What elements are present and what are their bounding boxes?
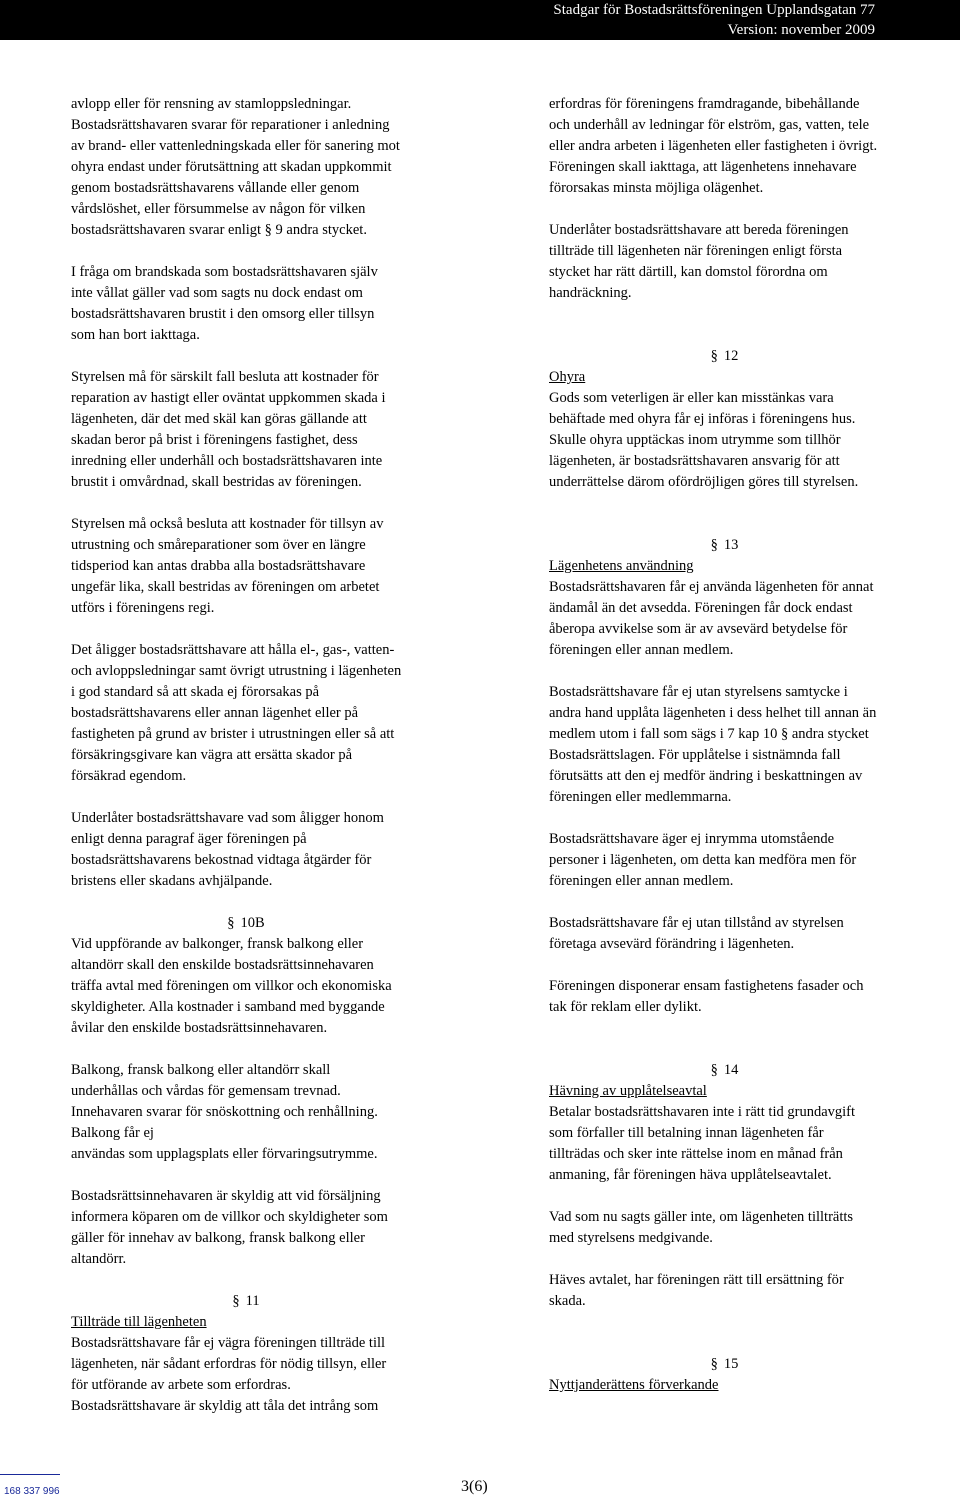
section-mark: § bbox=[227, 915, 235, 931]
paragraph: Underlåter bostadsrättshavare att bereda föreningen tillträde till lägenheten när föreningen enligt första stycket har rätt därtill, kan domstol förordna om handräckning. bbox=[549, 222, 849, 301]
paragraph: I fråga om brandskada som bostadsrättshavaren själv inte vållat gäller vad som sagts nu dock endast om bostadsrättshavaren brustit i den omsorg eller tillsyn som han bort iakttaga. bbox=[71, 264, 378, 343]
header-version: Version: november 2009 bbox=[727, 22, 875, 38]
page-number: 3(6) bbox=[461, 1478, 488, 1495]
paragraph: Bostadsrättshavare får ej utan styrelsens samtycke i andra hand upplåta lägenheten i dess helhet till annan än medlem utom i fall som sägs i 7 kap 10 § andra stycket Bostadsrättslagen. För upplåtelse i sistnämnda fall förutsätts att den ej medför ändring i beskattningen av föreningen eller medlemmarna. bbox=[549, 684, 877, 805]
paragraph: Bostadsrättshavare får ej utan tillstånd av styrelsen företaga avsevärd förändring i lägenheten. bbox=[549, 915, 844, 952]
paragraph: Bostadsrättshavare får ej vägra föreningen tillträde till lägenheten, när sådant erfordras för nödig tillsyn, eller för utförande av arbete som erfordras. Bostadsrättshavare är skyldig att tåla det intrång som bbox=[71, 1335, 387, 1414]
paragraph: Gods som veterligen är eller kan misstänkas vara behäftade med ohyra får ej införas i föreningens hus. Skulle ohyra upptäckas inom utrymme som tillhör lägenheten, är bostadsrättshavaren ansvarig för att underrättelse därom ofördröjligen göres till styrelsen. bbox=[549, 390, 859, 490]
section-title: Tillträde till lägenheten bbox=[71, 1314, 207, 1330]
right-column bbox=[549, 94, 960, 1396]
paragraph: Styrelsen må också besluta att kostnader för tillsyn av utrustning och småreparationer som över en längre tidsperiod kan antas drabba alla bostadsrättshavare ungefär lika, skall bestridas av föreningen om arbetet utförs i föreningens regi. bbox=[71, 516, 384, 616]
paragraph: erfordras för föreningens framdragande, bibehållande och underhåll av ledningar för elström, gas, vatten, tele eller andra arbeten i lägenheten eller fastigheten i övrigt. Föreningen skall iakttaga, att lägenhetens innehavare förorsakas minsta möjliga olägenhet. bbox=[549, 96, 878, 196]
section-number: 11 bbox=[245, 1293, 260, 1309]
section-mark: § bbox=[710, 537, 718, 553]
paragraph: Det åligger bostadsrättshavare att hålla el-, gas-, vatten- och avloppsledningar samt övrigt utrustning i lägenheten i god standard så att skada ej förorsakas på bostadsrättshavarens eller annan lägenhet eller på fastigheten på grund av brister i utrustningen eller så att försäkringsgivare kan vägra att ersätta skador på försäkrad egendom. bbox=[71, 642, 402, 784]
section-title: Hävning av upplåtelseavtal bbox=[549, 1083, 707, 1099]
section-title: Ohyra bbox=[549, 369, 586, 385]
paragraph: Bostadsrättshavaren får ej använda lägenheten för annat ändamål än det avsedda. Föreningen får dock endast åberopa avvikelse som är av avsevärd betydelse för föreningen eller annan medlem. bbox=[549, 579, 874, 658]
section-heading-14 bbox=[549, 1060, 960, 1081]
section-mark: § bbox=[232, 1293, 240, 1309]
paragraph: Bostadsrättshavare äger ej inrymma utomstående personer i lägenheten, om detta kan medföra men för föreningen eller annan medlem. bbox=[549, 831, 857, 889]
section-number: 15 bbox=[723, 1356, 739, 1372]
paragraph: Balkong, fransk balkong eller altandörr skall underhållas och vårdas för gemensam trevnad. Innehavaren svarar för snöskottning och renhållning. Balkong får ej användas som upplagsplats eller förvaringsutrymme. bbox=[71, 1062, 378, 1162]
section-number: 14 bbox=[723, 1062, 739, 1078]
paragraph: Föreningen disponerar ensam fastighetens fasader och tak för reklam eller dylikt. bbox=[549, 978, 864, 1015]
section-heading-12 bbox=[549, 346, 960, 367]
section-mark: § bbox=[710, 1062, 718, 1078]
document-code: 168 337 996 bbox=[4, 1486, 60, 1497]
section-heading-13 bbox=[549, 535, 960, 556]
section-heading-15 bbox=[549, 1354, 960, 1375]
page-header bbox=[0, 0, 960, 40]
section-title: Lägenhetens användning bbox=[549, 558, 694, 574]
paragraph: avlopp eller för rensning av stamloppsledningar. Bostadsrättshavaren svarar för reparationer i anledning av brand- eller vattenledningskada eller för sanering mot ohyra endast under förutsättning att skadan uppkommit genom bostadsrättshavarens vållande eller genom vårdslöshet, eller försummelse av någon för vilken bostadsrättshavaren svarar enligt § 9 andra stycket. bbox=[71, 96, 400, 238]
section-mark: § bbox=[710, 348, 718, 364]
section-number: 12 bbox=[723, 348, 739, 364]
paragraph: Bostadsrättsinnehavaren är skyldig att vid försäljning informera köparen om de villkor och skyldigheter som gäller för innehav av balkong, fransk balkong eller altandörr. bbox=[71, 1188, 388, 1267]
paragraph: Vad som nu sagts gäller inte, om lägenheten tillträtts med styrelsens medgivande. bbox=[549, 1209, 854, 1246]
section-number: 13 bbox=[723, 537, 739, 553]
paragraph: Häves avtalet, har föreningen rätt till ersättning för skada. bbox=[549, 1272, 844, 1309]
section-heading-10b bbox=[71, 913, 481, 934]
paragraph: Styrelsen må för särskilt fall besluta att kostnader för reparation av hastigt eller oväntat uppkommen skada i lägenheten, där det med skäl kan göras gällande att skadan beror på brist i föreningens fastighet, dess inredning eller underhåll och bostadsrättshavaren inte brustit i omvårdnad, skall bestridas av föreningen. bbox=[71, 369, 386, 490]
section-heading-11 bbox=[71, 1291, 481, 1312]
section-mark: § bbox=[710, 1356, 718, 1372]
footer-divider bbox=[0, 1474, 60, 1475]
paragraph: Betalar bostadsrättshavaren inte i rätt tid grundavgift som förfaller till betalning innan lägenheten får tillträdas och sker inte rättelse inom en månad från anmaning, får föreningen häva upplåtelseavtalet. bbox=[549, 1104, 856, 1183]
header-title: Stadgar för Bostadsrättsföreningen Upplandsgatan 77 bbox=[553, 2, 875, 18]
paragraph: Underlåter bostadsrättshavare vad som åligger honom enligt denna paragraf äger föreningen på bostadsrättshavarens bekostnad vidtaga åtgärder för bristens eller skadans avhjälpande. bbox=[71, 810, 384, 889]
left-column bbox=[71, 94, 481, 1417]
section-number: 10B bbox=[240, 915, 265, 931]
section-title: Nyttjanderättens förverkande bbox=[549, 1377, 719, 1393]
paragraph: Vid uppförande av balkonger, fransk balkong eller altandörr skall den enskilde bostadsrättsinnehavaren träffa avtal med föreningen om villkor och ekonomiska skyldigheter. Alla kostnader i samband med byggande åvilar den enskilde bostadsrättsinnehavaren. bbox=[71, 936, 392, 1036]
